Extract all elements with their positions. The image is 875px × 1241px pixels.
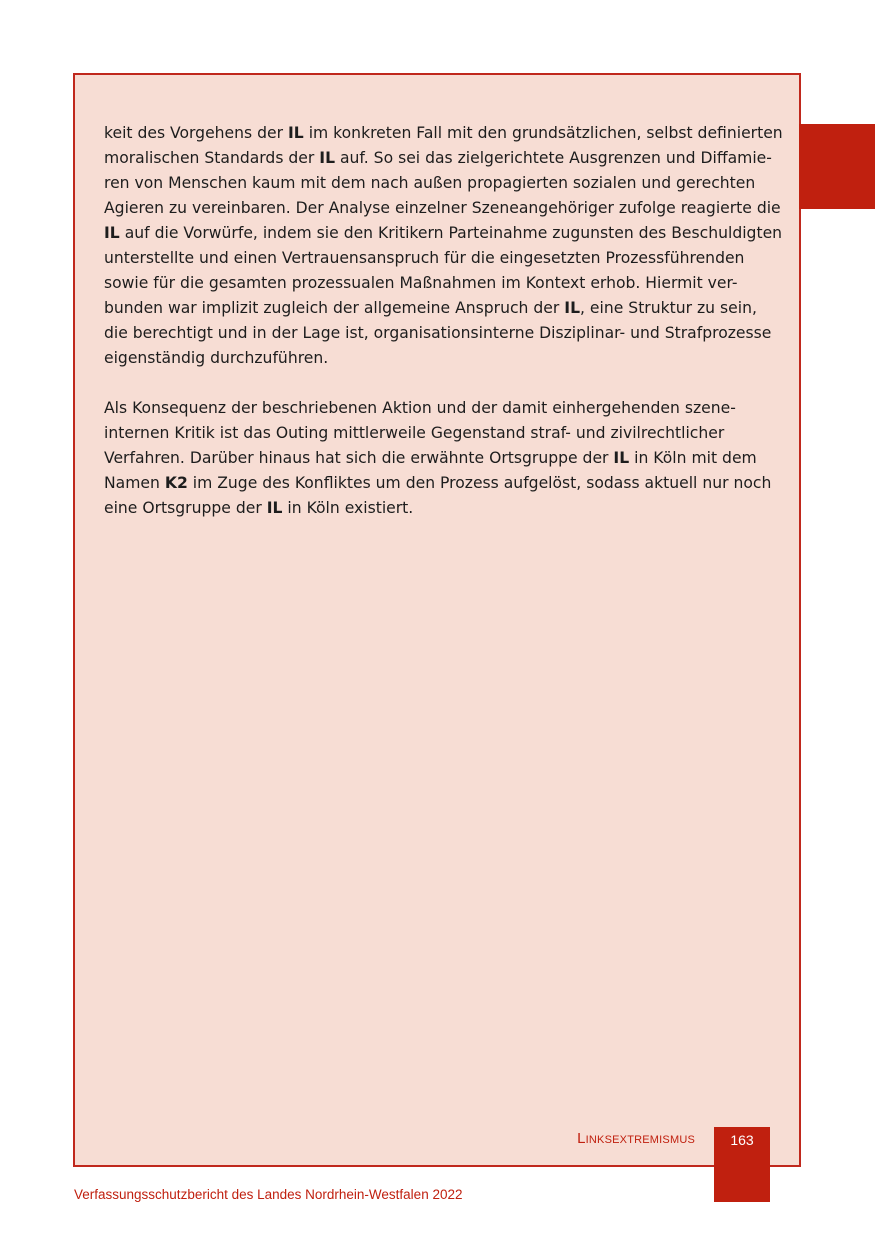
- text-run: ren von Menschen kaum mit dem nach außen propagierten sozialen und gerechten: [104, 174, 756, 192]
- bold-term: IL: [319, 149, 336, 167]
- text-run: im Zuge des Konfliktes um den Prozess aufgelöst, sodass aktuell nur noch: [187, 474, 772, 492]
- text-run: sowie für die gesamten prozessualen Maßnahmen im Kontext erhob. Hiermit ver-: [104, 274, 738, 292]
- text-line: [104, 346, 776, 371]
- text-line: [104, 146, 776, 171]
- text-run: internen Kritik ist das Outing mittlerweile Gegenstand straf- und zivilrechtlicher: [104, 424, 725, 442]
- section-label: Linksextremismus: [577, 1130, 695, 1147]
- text-run: im konkreten Fall mit den grundsätzlichen, selbst definierten: [303, 124, 783, 142]
- text-run: unterstellte und einen Vertrauensanspruch für die eingesetzten Prozessführenden: [104, 249, 745, 267]
- bold-term: IL: [104, 224, 120, 242]
- text-run: bunden war implizit zugleich der allgemeine Anspruch der: [104, 299, 565, 317]
- text-run: keit des Vorgehens der: [104, 124, 288, 142]
- bold-term: IL: [287, 124, 304, 142]
- text-run: , eine Struktur zu sein,: [580, 299, 757, 317]
- page-number: 163: [730, 1132, 754, 1148]
- chapter-tab-marker: [799, 124, 875, 209]
- text-line: [104, 271, 776, 296]
- text-line: [104, 471, 776, 496]
- bold-term: IL: [613, 449, 630, 467]
- text-line: [104, 321, 776, 346]
- text-run: eine Ortsgruppe der: [104, 499, 267, 517]
- text-run: in Köln mit dem: [629, 449, 757, 467]
- text-run: auf die Vorwürfe, indem sie den Kritikern Parteinahme zugunsten des Beschuldigten: [119, 224, 783, 242]
- text-line: [104, 221, 783, 246]
- page-number-box: [714, 1127, 770, 1202]
- body-text: [104, 121, 783, 546]
- text-line: [104, 296, 776, 321]
- publication-footer: Verfassungsschutzbericht des Landes Nordrhein-Westfalen 2022: [74, 1187, 463, 1202]
- text-line: [104, 171, 776, 196]
- text-run: auf. So sei das zielgerichtete Ausgrenzen und Diffamie-: [335, 149, 772, 167]
- text-line: [104, 496, 776, 521]
- text-line: [104, 421, 776, 446]
- text-run: Verfahren. Darüber hinaus hat sich die erwähnte Ortsgruppe der: [104, 449, 614, 467]
- text-line: [104, 446, 776, 471]
- text-line: [104, 396, 776, 421]
- bold-term: IL: [266, 499, 283, 517]
- bold-term: K2: [164, 474, 188, 492]
- bold-term: IL: [564, 299, 581, 317]
- text-run: moralischen Standards der: [104, 149, 320, 167]
- text-run: eigenständig durchzuführen.: [104, 349, 329, 367]
- text-run: die berechtigt und in der Lage ist, organisationsinterne Disziplinar- und Strafprozesse: [104, 324, 772, 342]
- text-run: Als Konsequenz der beschriebenen Aktion und der damit einhergehenden szene-: [104, 399, 736, 417]
- text-line: [104, 121, 783, 146]
- paragraph-1: [104, 121, 783, 371]
- paragraph-2: [104, 396, 776, 521]
- text-run: in Köln existiert.: [282, 499, 414, 517]
- text-line: [104, 196, 781, 221]
- text-run: Namen: [104, 474, 165, 492]
- text-line: [104, 246, 776, 271]
- text-run: Agieren zu vereinbaren. Der Analyse einzelner Szeneangehöriger zufolge reagierte die: [104, 199, 781, 217]
